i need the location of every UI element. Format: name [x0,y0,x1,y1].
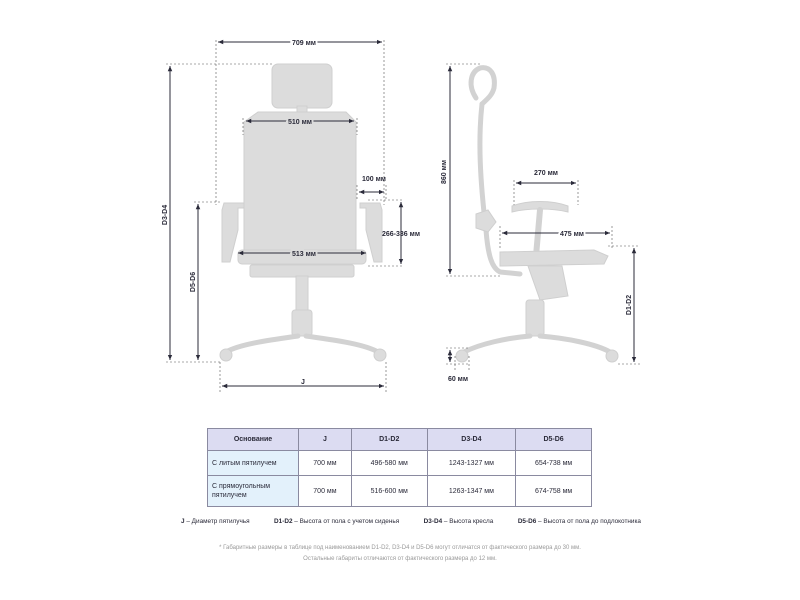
cell: 1243-1327 мм [427,451,516,476]
total-height-label: D3-D4 [162,204,169,226]
specifications-table [207,428,592,507]
front-width-label: 709 мм [292,40,316,47]
cell: 700 мм [299,476,352,507]
legend-item: D3-D4 – Высота кресла [423,518,494,525]
table-row [208,451,592,476]
armrest-height-label: 266-336 мм [382,231,420,238]
seat-width-label: 513 мм [292,251,316,258]
row-label [208,451,299,476]
header-d5-d6: D5-D6 [516,429,592,451]
cell: 1263-1347 мм [427,476,516,507]
cell: 654-738 мм [516,451,592,476]
side-view-chair [456,68,618,362]
legend-item: D5-D6 – Высота от пола до подлокотника [517,518,641,525]
legend-item: J – Диаметр пятилучья [181,518,250,525]
front-view-chair [220,64,386,361]
row-label-line: С литым пятилучем [212,459,277,467]
seat-depth-label: 475 мм [560,231,584,238]
header-d3-d4: D3-D4 [427,429,516,451]
header-d1-d2: D1-D2 [351,429,427,451]
armrest-width-label: 100 мм [362,176,386,183]
header-base: Основание [208,429,299,451]
cell: 496-580 мм [351,451,427,476]
table-row [208,476,592,507]
legend-item: D1-D2 – Высота от пола с учетом сиденья [274,518,400,525]
seat-floor-label: D1-D2 [626,294,633,316]
base-diameter-label: J [301,379,305,386]
row-label-line: пятилучем [212,492,247,499]
side-armrest-depth-label: 270 мм [534,170,558,177]
row-label [208,476,299,507]
cell: 700 мм [299,451,352,476]
back-width-label: 510 мм [288,119,312,126]
wheel-size-label: 60 мм [447,376,469,383]
header-j: J [299,429,352,451]
footnote-2: Остальные габариты отличаются от фактического размера до 12 мм. [303,556,497,562]
cell: 674-758 мм [516,476,592,507]
table-header-row [208,429,592,451]
armrest-floor-label: D5-D6 [190,271,197,293]
cell: 516-600 мм [351,476,427,507]
footnote-1: * Габаритные размеры в таблице под наименованием D1-D2, D3-D4 и D5-D6 могут отличатся от фактического размера до 30 мм. [219,545,581,551]
side-height-label: 860 мм [441,160,448,184]
row-label-line: С прямоугольным [212,483,271,490]
legend [181,518,641,525]
